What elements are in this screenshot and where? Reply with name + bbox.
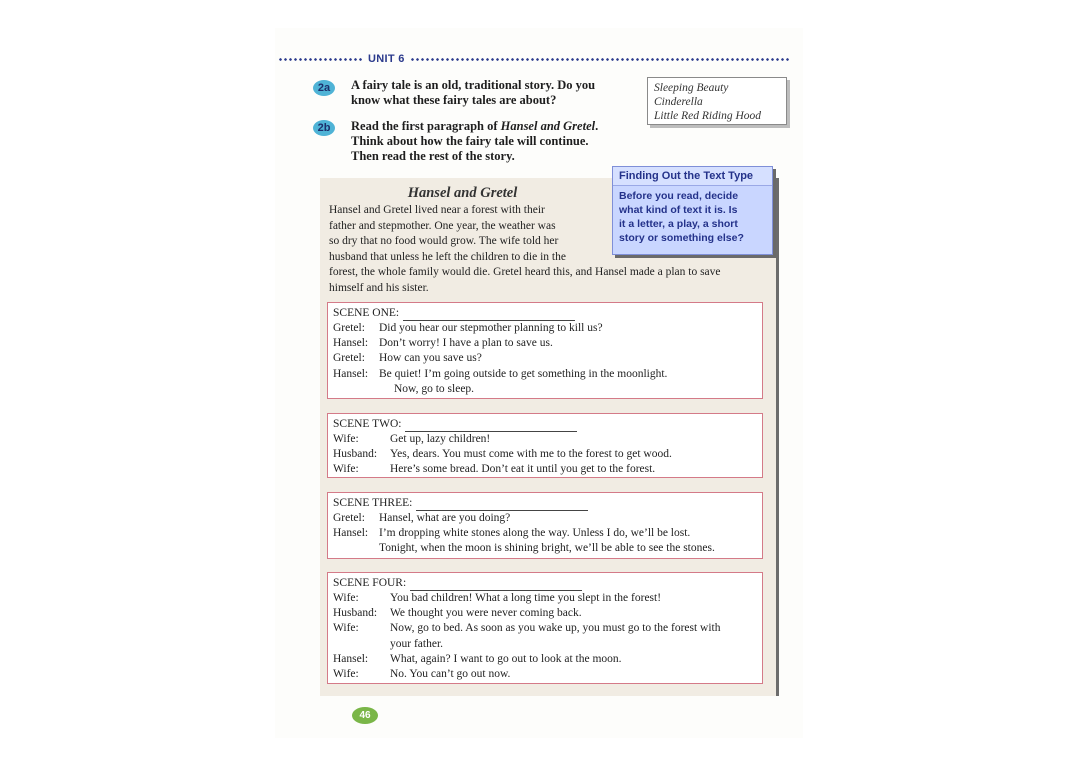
dotted-rule-right: [410, 58, 790, 61]
story-line: husband that unless he left the children to die in the: [329, 250, 566, 263]
dialogue-text: What, again? I want to go out to look at the moon.: [390, 652, 622, 665]
speaker: Wife:: [333, 622, 359, 635]
dialogue-line: [333, 351, 757, 366]
speaker: [333, 637, 390, 652]
scene-title: SCENE THREE:: [333, 496, 413, 509]
speaker: [333, 541, 379, 556]
speaker: Gretel:: [333, 512, 365, 524]
scene-heading: [333, 576, 757, 591]
dialogue-line: [333, 591, 757, 606]
scene-heading: [333, 417, 757, 432]
story-line: Hansel and Gretel lived near a forest with their: [329, 204, 545, 216]
fairy-tale-item: Sleeping Beauty: [654, 82, 729, 94]
speaker: Wife:: [333, 463, 359, 476]
dialogue-line: [333, 652, 757, 667]
speaker: Gretel:: [333, 322, 365, 334]
scene-heading: [333, 306, 757, 321]
dialogue-text: I’m dropping white stones along the way. Unless I do, we’ll be lost.: [379, 527, 691, 540]
task-2b-instruction: [351, 119, 598, 164]
dialogue-line: [333, 382, 757, 397]
dialogue-line: [333, 621, 757, 636]
dialogue-text: Don’t worry! I have a plan to save us.: [379, 337, 553, 350]
speaker: Wife:: [333, 668, 359, 681]
dialogue-text: Get up, lazy children!: [390, 433, 491, 445]
scene-title-blank[interactable]: [410, 579, 582, 591]
speaker: Wife:: [333, 592, 359, 604]
scene-title: SCENE FOUR:: [333, 576, 407, 589]
dialogue-text: Hansel, what are you doing?: [379, 512, 511, 524]
unit-header: [278, 51, 808, 67]
story-line: so dry that no food would grow. The wife told her: [329, 235, 559, 247]
dialogue-text: We thought you were never coming back.: [390, 607, 582, 620]
task-2b-line-1: [351, 119, 598, 134]
task-2a-line-1: A fairy tale is an old, traditional story. Do you: [351, 78, 596, 92]
dialogue-line: [333, 606, 757, 621]
scene-two-box: [327, 413, 763, 478]
dialogue-line: [333, 541, 757, 556]
scene-title-blank[interactable]: [403, 309, 575, 321]
speaker: Husband:: [333, 607, 378, 620]
speaker: Hansel:: [333, 652, 369, 665]
speaker: [333, 382, 394, 397]
task-2b-line-2: Think about how the fairy tale will continue.: [351, 134, 589, 148]
task-2b-line-1-prefix: Read the first paragraph of: [351, 119, 501, 133]
dialogue-text: No. You can’t go out now.: [390, 668, 511, 681]
tip-line: story or something else?: [619, 232, 744, 244]
task-badge-2b: 2b: [313, 120, 335, 136]
page-number: 46: [352, 707, 378, 724]
speaker: Hansel:: [333, 337, 369, 350]
task-badge-2a: 2a: [313, 80, 335, 96]
dialogue-text: Yes, dears. You must come with me to the forest to get wood.: [390, 448, 672, 461]
dialogue-text: your father.: [390, 637, 444, 650]
task-2b-line-3: Then read the rest of the story.: [351, 149, 515, 163]
dialogue-text: Now, go to bed. As soon as you wake up, you must go to the forest with: [390, 622, 721, 635]
dialogue-line: [333, 336, 757, 351]
scene-title-blank[interactable]: [416, 499, 588, 511]
speaker: Gretel:: [333, 352, 365, 365]
dialogue-text: How can you save us?: [379, 352, 482, 365]
dialogue-line: [333, 667, 757, 682]
dialogue-line: [333, 526, 757, 541]
fairy-tale-item: Cinderella: [654, 96, 703, 108]
story-paragraph: [329, 203, 721, 296]
scene-title: SCENE TWO:: [333, 417, 402, 430]
dialogue-text: Did you hear our stepmother planning to kill us?: [379, 322, 603, 334]
scene-one-box: [327, 302, 763, 399]
task-2b-line-1-title: Hansel and Gretel: [500, 119, 596, 133]
story-panel-shadow: [776, 178, 779, 696]
dialogue-line: [333, 321, 757, 336]
dotted-rule-left: [278, 58, 363, 61]
fairy-tale-item: Little Red Riding Hood: [654, 110, 762, 122]
dialogue-line: [333, 511, 757, 526]
dialogue-line: [333, 637, 757, 652]
scene-title: SCENE ONE:: [333, 306, 400, 319]
dialogue-text: Be quiet! I’m going outside to get something in the moonlight.: [379, 367, 668, 380]
fairy-tales-box: [647, 77, 787, 125]
tip-line: what kind of text it is. Is: [619, 204, 738, 216]
dialogue-line: [333, 432, 757, 447]
speaker: Hansel:: [333, 527, 369, 540]
scene-three-box: [327, 492, 763, 559]
speaker: Wife:: [333, 433, 359, 445]
scene-four-box: [327, 572, 763, 684]
scene-title-blank[interactable]: [405, 420, 577, 432]
dialogue-text: Tonight, when the moon is shining bright, we’ll be able to see the stones.: [379, 542, 715, 555]
dialogue-text: You bad children! What a long time you slept in the forest!: [390, 592, 662, 604]
speaker: Husband:: [333, 448, 378, 461]
task-2a-line-2: know what these fairy tales are about?: [351, 93, 557, 107]
tip-title: Finding Out the Text Type: [613, 167, 772, 186]
task-2b-line-1-suffix: .: [595, 119, 599, 133]
dialogue-line: [333, 462, 757, 477]
scene-heading: [333, 496, 757, 511]
unit-label: UNIT 6: [368, 53, 405, 65]
dialogue-text: Here’s some bread. Don’t eat it until you get to the forest.: [390, 463, 656, 476]
story-line: father and stepmother. One year, the weather was: [329, 219, 556, 232]
dialogue-text: Now, go to sleep.: [394, 382, 475, 395]
story-line: himself and his sister.: [329, 281, 429, 294]
speaker: Hansel:: [333, 367, 369, 380]
story-title: Hansel and Gretel: [407, 185, 518, 201]
dialogue-line: [333, 367, 757, 382]
tip-line: Before you read, decide: [619, 190, 739, 202]
tip-line: it a letter, a play, a short: [619, 218, 738, 230]
task-2a-instruction: [351, 78, 595, 108]
dialogue-line: [333, 447, 757, 462]
story-line: forest, the whole family would die. Gretel heard this, and Hansel made a plan to save: [329, 266, 721, 278]
